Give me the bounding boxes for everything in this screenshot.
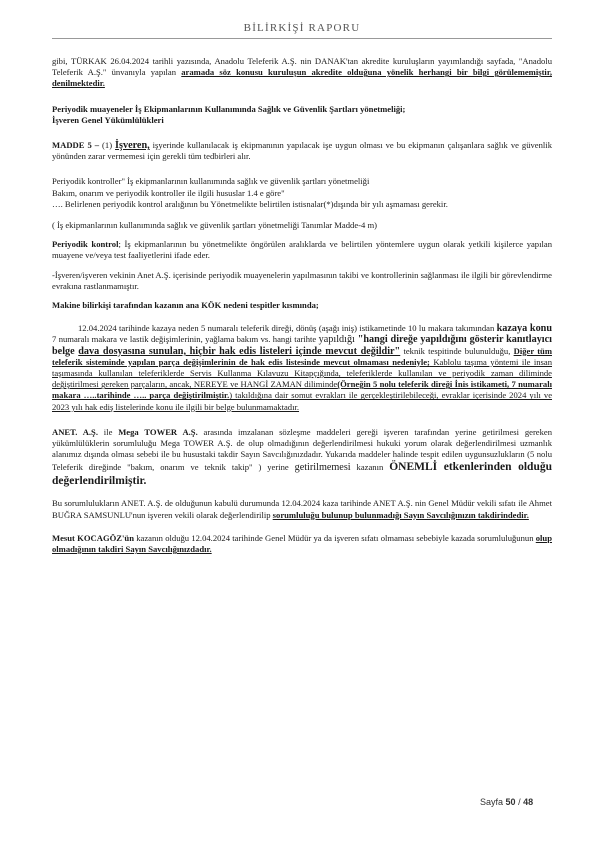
paragraph-root-cause: 12.04.2024 tarihinde kazaya neden 5 numaralı teleferik direği, dönüş (aşağı iniş) istikametinde 10 lu makara takımından kazaya konu 7 numaralı makara ve lastik değişimlerinin, yağlama bakım vs. hangi tarihte yapıldığı "hangi direğe yapıldığını gösterir kanıtlayıcı belge dava dosyasına sunulan, hiçbir hak edis listeleri içinde mevcut değildir" teknik tespitinde bulunulduğu, Diğer tüm teleferik sisteminde yapılan parça değişimlerinin de hak edis listesinde mevcut olmaması nedeniyle; Kablolu taşıma yöntemi ile insan taşımasında kullanılan teleferiklerde Servis Kullanma Kılavuzu Kitapçığında, teleferiklerde kullanılan ve periyodik zaman diliminde değiştirilmesi gereken parçaların, ancak, NEREYE ve HANGİ ZAMAN diliminde(Örneğin 5 nolu teleferik direği İnis istikameti, 7 numaralı makara …..tarihinde ….. parça değiştirilmiştir.) takıldığına dair somut evrakları ile gerçekleştirilebileceği, evraklar içerisinde 2024 yılı ve 2023 yılı hak ediş listelerinde konu ile ilgili bir belge bulunmamaktadır. (52, 323, 553, 412)
heading-root-cause: Makine bilirkişi tarafından kazanın ana KÖK nedeni tespitler kısmında; (52, 300, 319, 311)
paragraph-anet-responsibility: Bu sorumlulukların ANET. A.Ş. de olduğunun kabulü durumunda 12.04.2024 kaza tarihinde ANET A.Ş. nin Genel Müdür vekili sıfatı ile Ahmet BUĞRA SAMSUNLU'nun işveren vekili olarak değerlendirilip sorumluluğu bulunup bulunmadığı Sayın Savcılığınızın takdirindedir. (52, 498, 552, 520)
reference-definitions: ( İş ekipmanlarının kullanımında sağlık ve güvenlik şartları yönetmeliği Tanımlar Madde-4 m) (52, 220, 378, 231)
heading-employer-obligations: İşveren Genel Yükümlülükleri (52, 114, 164, 125)
heading-regulation: Periyodik muayeneler İş Ekipmanlarının Kullanımında Sağlık ve Güvenlik Şartları yönetmeliği; (52, 103, 406, 114)
page-number: Sayfa 50 / 48 (480, 797, 534, 807)
paragraph-kocagoz: Mesut KOCAGÖZ'ün kazanın olduğu 12.04.2024 tarihinde Genel Müdür ya da işveren sıfatı olmaması sebebiyle kazada sorumluluğunun olup olmadığının takdiri Sayın Savcılığınızdadır. (52, 532, 552, 555)
quote-interval: …. Belirlenen periyodik kontrol aralığının bu Yönetmelikte belirtilen istisnalar(*)dışında bir yılı aşmaması gerekir. (52, 198, 448, 209)
paragraph-turkak: gibi, TÜRKAK 26.04.2024 tarihli yazısında, Anadolu Teleferik A.Ş. nin DANAK'tan akredite kuruluşların yayımlandığı sayfada, "Anadolu Teleferik A.Ş." ünvanıyla yapılan aramada söz konusu kuruluşun akredite olduğuna yönelik herhangi bir bilgi görülememiştir, denilmektedir. (52, 56, 552, 89)
paragraph-contract-responsibility: ANET. A.Ş. ile Mega TOWER A.Ş. arasında imzalanan sözleşme maddeleri gereği işveren tarafından yerine getirilmesi gereken yükümlülüklerin sorumluluğu Mega TOWER A.Ş. de olup olmadığının değerlendirilmesi hukuki yorum olarak değerlendirilmesi uzmanlık alanımız dışında olması sebebi ile bu husustaki takdir Sayın Savcılığınızdadır. Yukarıda maddeler halinde tespit edilen uygunsuzlukların (5 nolu Teleferik direğinde "bakım, onarım ve teknik takip" ) yerine getirilmemesi kazanın ÖNEMLİ etkenlerinden olduğu değerlendirilmiştir. (52, 426, 553, 488)
header-divider (52, 38, 552, 39)
paragraph-employer-assignment: -İşveren/işveren vekinin Anet A.Ş. içerisinde periyodik muayenelerin yapılmasının takibi ve kontrollerinin sağlanması ile ilgili bir görevlendirme evrakına rastlanmamıştır. (52, 269, 552, 291)
page-header-title: BİLİRKİŞİ RAPORU (243, 22, 361, 34)
quote-maintenance: Bakım, onarım ve periyodik kontroller ile ilgili hususlar 1.4 e göre" (52, 187, 285, 198)
document-body (52, 56, 552, 563)
paragraph-article-5: MADDE 5 – (1) İşveren, işyerinde kullanılacak iş ekipmanının yapılacak işe uygun olması ve bu ekipmanın çalışanlara sağlık ve güvenlik yönünden zarar vermemesi için gerekli tüm tedbirleri alır. (52, 140, 552, 162)
paragraph-periodic-control-definition: Periyodik kontrol; İş ekipmanlarının bu yönetmelikte öngörülen aralıklarda ve belirtilen yöntemlere uygun olarak yetkili kişilerce yapılan muayene ve/veya test faaliyetlerini ifade eder. (52, 239, 552, 261)
quote-periodic-controls: Periyodik kontroller" İş ekipmanlarının kullanımında sağlık ve güvenlik şartları yönetmeliği (52, 176, 370, 187)
